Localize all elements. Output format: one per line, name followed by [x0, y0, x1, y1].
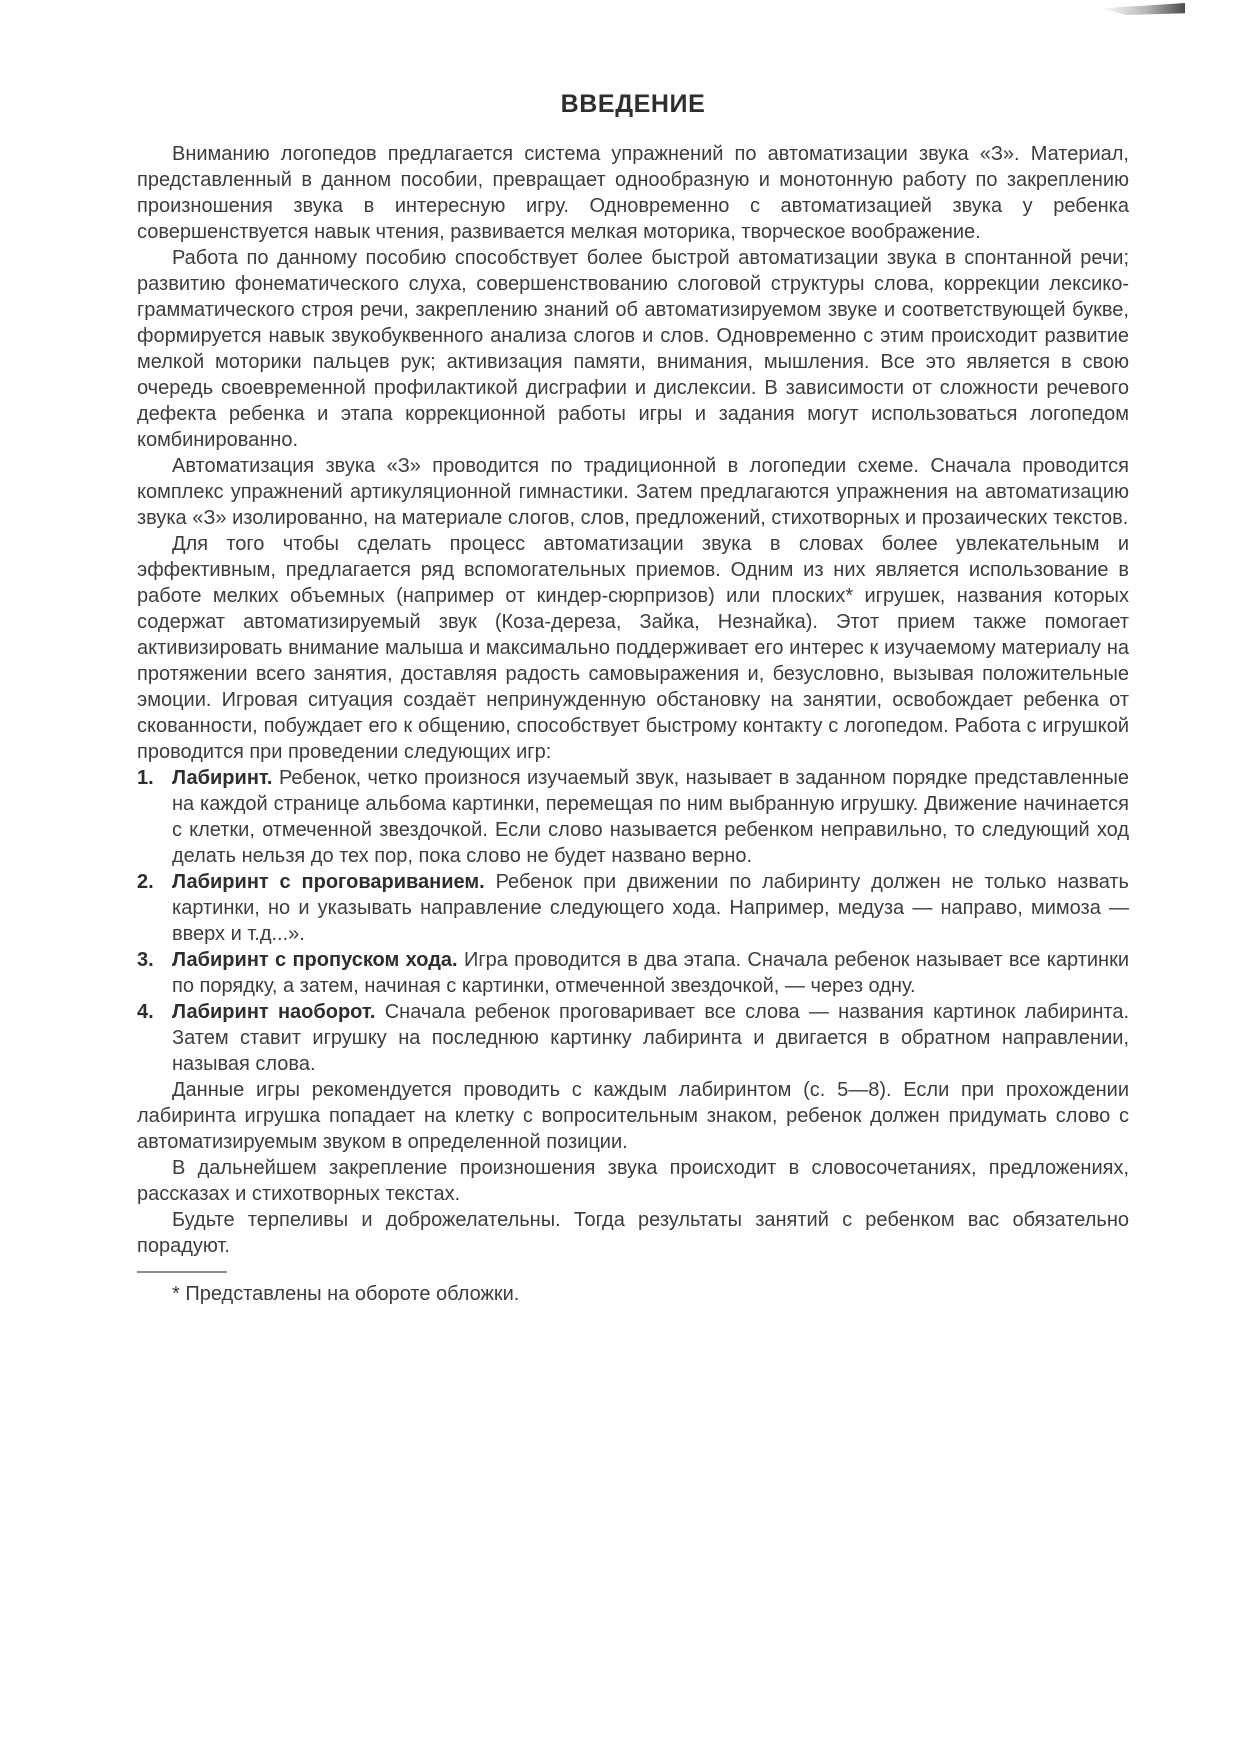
list-item-labyrinth-reverse: [137, 999, 1129, 1077]
footnote-text: * Представлены на обороте обложки.: [172, 1283, 520, 1305]
closing-paragraph-3: Будьте терпеливы и доброжелательны. Тогда результаты занятий с ребенком вас обязательно порадуют.: [137, 1209, 1129, 1257]
list-item-title: Лабиринт с пропуском хода.: [172, 949, 458, 971]
list-item-number: 1.: [137, 767, 154, 789]
list-item-number: 4.: [137, 1001, 154, 1023]
list-item-title: Лабиринт.: [172, 767, 273, 789]
page-title: ВВЕДЕНИЕ: [560, 90, 706, 118]
list-item-title: Лабиринт наоборот.: [172, 1001, 376, 1023]
list-item-labyrinth-speaking: [137, 869, 1129, 947]
list-item-title: Лабиринт с проговариванием.: [172, 871, 485, 893]
footnote-divider: [137, 1271, 227, 1273]
games-list: [137, 765, 1129, 1077]
list-item-text: Игра проводится в два этапа. Сначала ребенок называет все картинки по порядку, а затем, начиная с картинки, отмеченной звездочкой, — через одну.: [172, 949, 1129, 997]
list-item-number: 2.: [137, 871, 154, 893]
intro-paragraph-4: Для того чтобы сделать процесс автоматизации звука в словах более увлекательным и эффективным, предлагается ряд вспомогательных приемов. Одним из них является использование в работе мелких объемных (например от киндер-сюрпризов) или плоских* игрушек, названия которых содержат автоматизируемый звук (Коза-дереза, Зайка, Незнайка). Этот прием также помогает активизировать внимание малыша и максимально поддерживает его интерес к изучаемому материалу на протяжении всего занятия, доставляя радость самовыражения и, безусловно, вызывая положительные эмоции. Игровая ситуация создаёт непринужденную обстановку на занятии, освобождает ребенка от скованности, побуждает его к общению, способствует быстрому контакту с логопедом. Работа с игрушкой проводится при проведении следующих игр:: [137, 533, 1129, 763]
list-item-labyrinth: [137, 765, 1129, 869]
list-item-text: Ребенок при движении по лабиринту должен не только назвать картинки, но и указывать направление следующего хода. Например, медуза — направо, мимоза — вверх и т.д...».: [172, 871, 1129, 945]
list-item-text: Сначала ребенок проговаривает все слова — названия картинок лабиринта. Затем ставит игрушку на последнюю картинку лабиринта и двигается в обратном направлении, называя слова.: [172, 1001, 1129, 1075]
page-corner-scan-artifact: [1101, 3, 1185, 15]
intro-paragraph-1: Вниманию логопедов предлагается система упражнений по автоматизации звука «З». Материал, представленный в данном пособии, превращает однообразную и монотонную работу по закреплению произношения звука в интересную игру. Одновременно с автоматизацией звука у ребенка совершенствуется навык чтения, развивается мелкая моторика, творческое воображение.: [137, 143, 1129, 243]
list-item-labyrinth-skip: [137, 947, 1129, 999]
list-item-number: 3.: [137, 949, 154, 971]
intro-paragraph-2: Работа по данному пособию способствует более быстрой автоматизации звука в спонтанной речи; развитию фонематического слуха, совершенствованию слоговой структуры слова, коррекции лексико-грамматического строя речи, закреплению знаний об автоматизируемом звуке и соответствующей букве, формируется навык звукобуквенного анализа слогов и слов. Одновременно с этим происходит развитие мелкой моторики пальцев рук; активизация памяти, внимания, мышления. Все это является в свою очередь своевременной профилактикой дисграфии и дислексии. В зависимости от сложности речевого дефекта ребенка и этапа коррекционной работы игры и задания могут использоваться логопедом комбинированно.: [137, 247, 1129, 451]
list-item-text: Ребенок, четко произнося изучаемый звук, называет в заданном порядке представленные на каждой странице альбома картинки, перемещая по ним выбранную игрушку. Движение начинается с клетки, отмеченной звездочкой. Если слово называется ребенком неправильно, то следующий ход делать нельзя до тех пор, пока слово не будет названо верно.: [172, 767, 1129, 867]
closing-paragraph-2: В дальнейшем закрепление произношения звука происходит в словосочетаниях, предложениях, рассказах и стихотворных текстах.: [137, 1157, 1129, 1205]
intro-paragraph-3: Автоматизация звука «З» проводится по традиционной в логопедии схеме. Сначала проводится комплекс упражнений артикуляционной гимнастики. Затем предлагаются упражнения на автоматизацию звука «З» изолированно, на материале слогов, слов, предложений, стихотворных и прозаических текстов.: [137, 455, 1129, 529]
document-body: [137, 141, 1129, 1307]
closing-paragraph-1: Данные игры рекомендуется проводить с каждым лабиринтом (с. 5—8). Если при прохождении лабиринта игрушка попадает на клетку с вопросительным знаком, ребенок должен придумать слово с автоматизируемым звуком в определенной позиции.: [137, 1079, 1129, 1153]
